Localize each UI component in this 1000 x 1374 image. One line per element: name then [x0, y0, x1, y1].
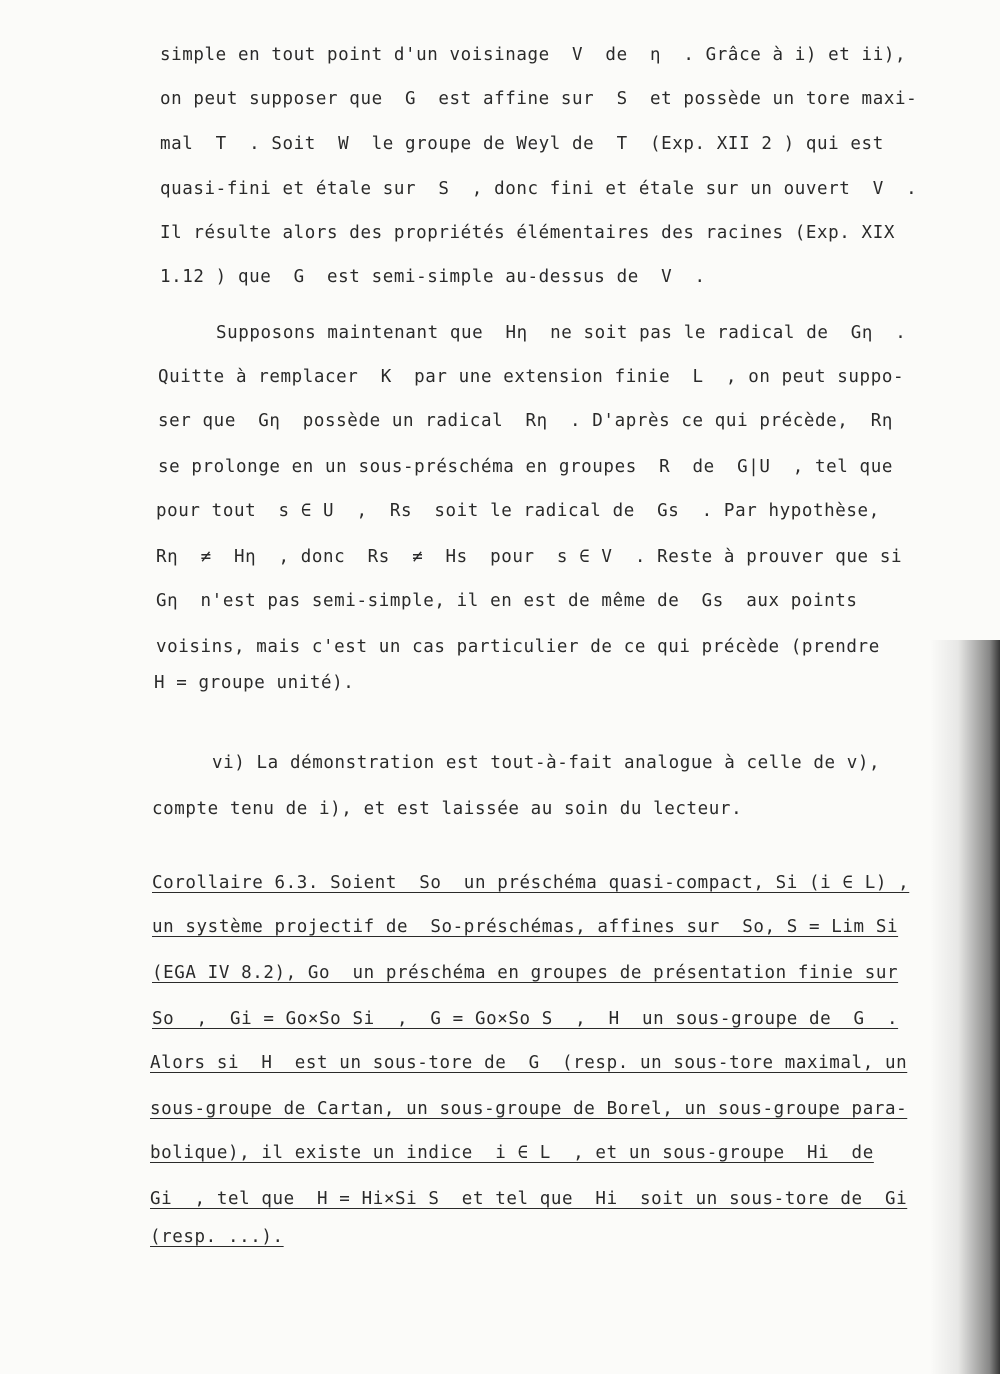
text-line: pour tout s ∈ U , Rs soit le radical de Gs . Par hypothèse,	[156, 501, 880, 521]
text-line: Quitte à remplacer K par une extension finie L , on peut suppo-	[158, 367, 905, 387]
text-line: voisins, mais c'est un cas particulier de ce qui précède (prendre	[156, 637, 880, 657]
text-line: compte tenu de i), et est laissée au soin du lecteur.	[152, 799, 743, 819]
corollary-line: Corollaire 6.3. Soient So un préschéma quasi-compact, Si (i ∈ L) ,	[152, 873, 910, 893]
text-line: Il résulte alors des propriétés élémentaires des racines (Exp. XIX	[160, 223, 895, 243]
corollary-line: Alors si H est un sous-tore de G (resp. un sous-tore maximal, un	[150, 1053, 908, 1073]
text-line: H = groupe unité).	[154, 673, 355, 693]
corollary-line: sous-groupe de Cartan, un sous-groupe de Borel, un sous-groupe para-	[150, 1099, 908, 1119]
corollary-line: (EGA IV 8.2), Go un préschéma en groupes de présentation finie sur	[152, 963, 899, 983]
corollary-line: bolique), il existe un indice i ∈ L , et un sous-groupe Hi de	[150, 1143, 874, 1163]
text-line: Rη ≠ Hη , donc Rs ≠ Hs pour s ∈ V . Reste à prouver que si	[156, 547, 903, 567]
text-line: quasi-fini et étale sur S , donc fini et étale sur un ouvert V .	[160, 179, 918, 199]
text-line: mal T . Soit W le groupe de Weyl de T (Exp. XII 2 ) qui est	[160, 134, 884, 154]
text-line: 1.12 ) que G est semi-simple au-dessus de V .	[160, 267, 706, 287]
corollary-line: Gi , tel que H = Hi×Si S et tel que Hi soit un sous-tore de Gi	[150, 1189, 908, 1209]
text-line: ser que Gη possède un radical Rη . D'après ce qui précède, Rη	[158, 411, 893, 431]
text-line: vi) La démonstration est tout-à-fait analogue à celle de v),	[212, 753, 881, 773]
corollary-line: (resp. ...).	[150, 1227, 284, 1247]
text-line: Gη n'est pas semi-simple, il en est de même de Gs aux points	[156, 591, 858, 611]
corollary-line: So , Gi = Go×So Si , G = Go×So S , H un sous-groupe de G .	[152, 1009, 899, 1029]
text-line: se prolonge en un sous-préschéma en groupes R de G|U , tel que	[158, 457, 893, 477]
scan-edge-shadow	[930, 640, 1000, 1374]
text-line: simple en tout point d'un voisinage V de η . Grâce à i) et ii),	[160, 45, 907, 65]
text-line: Supposons maintenant que Hη ne soit pas le radical de Gη .	[216, 323, 907, 343]
text-line: on peut supposer que G est affine sur S et possède un tore maxi-	[160, 89, 918, 109]
corollary-line: un système projectif de So-préschémas, affines sur So, S = Lim Si	[152, 917, 899, 937]
